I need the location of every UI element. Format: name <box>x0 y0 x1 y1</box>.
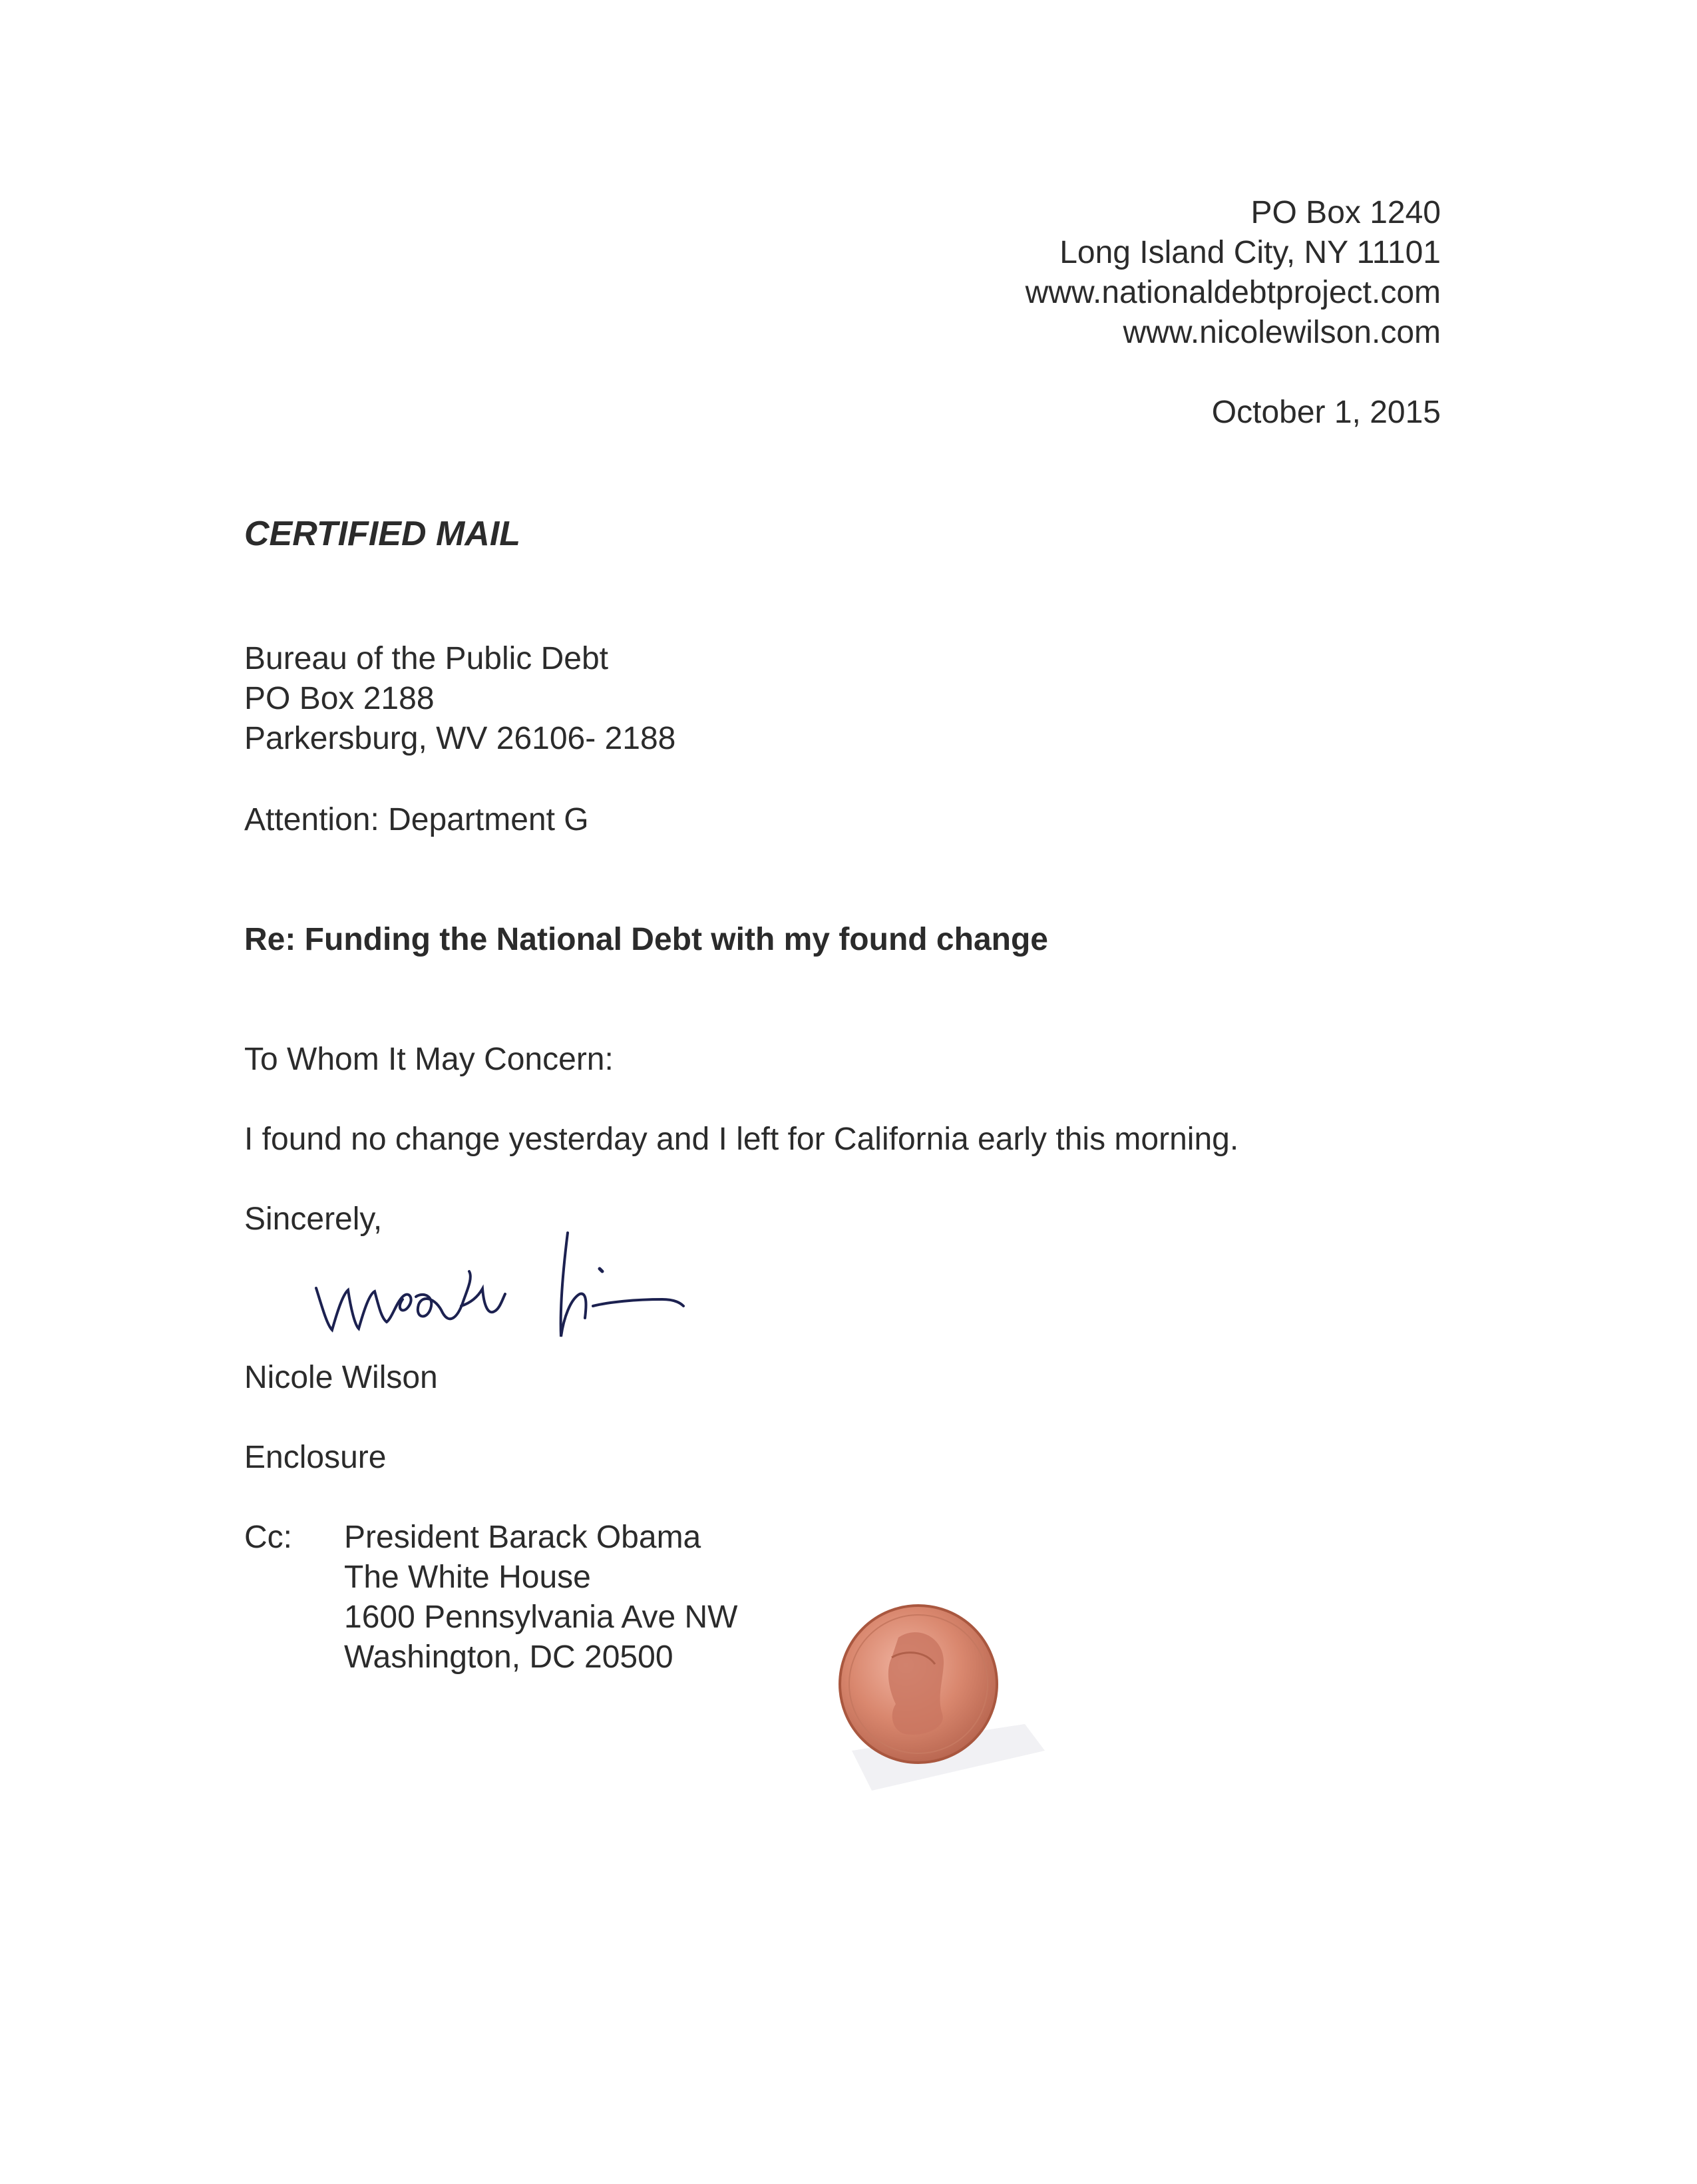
lincoln-profile <box>888 1632 944 1735</box>
subject-line: Re: Funding the National Debt with my found change <box>244 922 1048 957</box>
cc-label: Cc: <box>244 1520 292 1555</box>
sender-website-2: www.nicolewilson.com <box>1123 315 1441 350</box>
enclosure-note: Enclosure <box>244 1440 387 1475</box>
sender-address-line1: PO Box 1240 <box>1250 195 1441 230</box>
cc-address-line3: Washington, DC 20500 <box>344 1639 673 1675</box>
enclosed-penny-image <box>825 1598 1051 1797</box>
delivery-method: CERTIFIED MAIL <box>244 515 521 553</box>
recipient-address-line2: Parkersburg, WV 26106- 2188 <box>244 721 676 756</box>
cc-name: President Barack Obama <box>344 1520 701 1555</box>
letter-date: October 1, 2015 <box>1211 395 1441 430</box>
cc-address-line2: 1600 Pennsylvania Ave NW <box>344 1600 738 1635</box>
cc-address-line1: The White House <box>344 1560 591 1595</box>
cc-recipient <box>344 1518 737 1677</box>
attention-line: Attention: Department G <box>244 802 589 837</box>
sender-address-line2: Long Island City, NY 11101 <box>1059 235 1441 270</box>
sender-address <box>1026 193 1441 353</box>
recipient-name: Bureau of the Public Debt <box>244 641 609 676</box>
signer-name: Nicole Wilson <box>244 1360 438 1395</box>
salutation: To Whom It May Concern: <box>244 1042 614 1077</box>
letter-body: I found no change yesterday and I left for California early this morning. <box>244 1122 1239 1157</box>
sender-website-1: www.nationaldebtproject.com <box>1025 275 1441 310</box>
recipient-address <box>244 639 675 759</box>
closing: Sincerely, <box>244 1201 383 1237</box>
recipient-address-line1: PO Box 2188 <box>244 681 435 716</box>
handwritten-signature <box>303 1225 742 1351</box>
